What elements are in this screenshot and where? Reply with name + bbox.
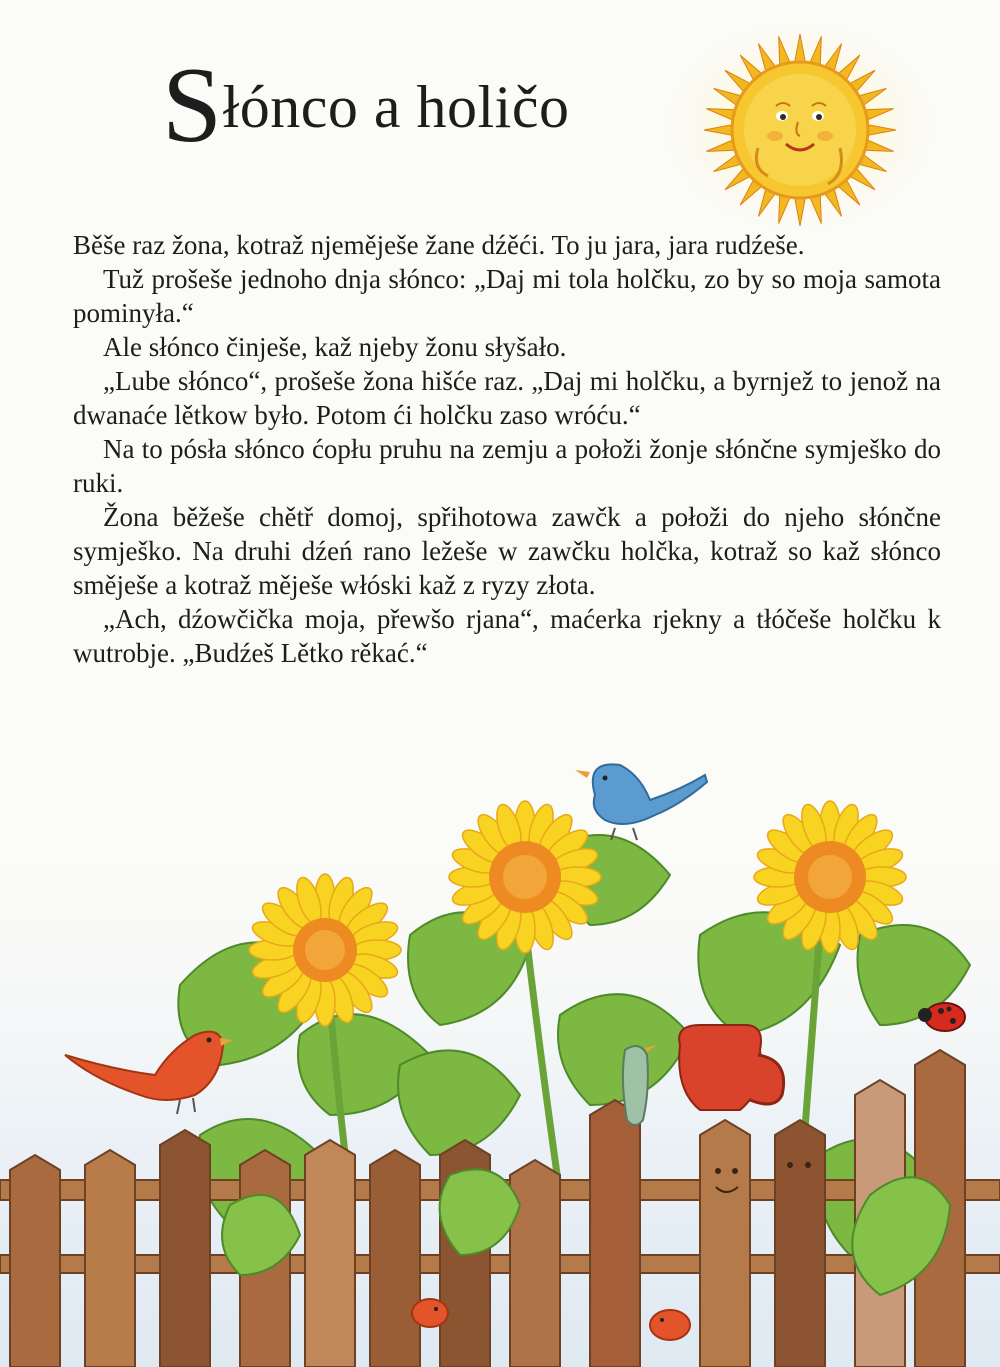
paragraph: Na to pósła słónco ćopłu pruhu na zemju a połoži žonje słónčne symješko do ruki. (73, 434, 941, 498)
page-title (162, 46, 570, 165)
smiling-sun-icon (640, 18, 940, 233)
bird-icon (650, 1310, 690, 1340)
title-initial: S (162, 46, 223, 165)
story-text (73, 228, 941, 670)
paragraph: Žona běžeše chětř domoj, spřihotowa zawčk a połoži do njeho słónčne symješko. Na druhi dźeń rano ležeše w zawčku holčka, kotraž so kaž słónco směješe a kotraž měješe włóski kaž z ryzy złota. (73, 502, 941, 600)
bird-icon (412, 1299, 448, 1327)
paragraph: „Ach, dźowčička moja, přewšo rjana“, maćerka rjekny a tłóčeše holčku k wutrobje. „Budźeš Lětko rěkać.“ (73, 604, 941, 668)
sunflower-fence-illustration (0, 735, 1000, 1367)
paragraph: Běše raz žona, kotraž njeměješe žane dźěći. To ju jara, jara rudźeše. (73, 230, 805, 260)
title-rest: łónco a holičo (222, 74, 570, 140)
paragraph: Ale słónco činješe, kaž njeby žonu słyšało. (103, 332, 567, 362)
paragraph: „Lube słónco“, prošeše žona hišće raz. „Daj mi holčku, a byrnjež to jenož na dwanaće lětkow było. Potom ći holčku zaso wróću.“ (73, 366, 941, 430)
paragraph: Tuž prošeše jednoho dnja słónco: „Daj mi tola holčku, zo by so moja samota pominyła.“ (73, 264, 941, 328)
